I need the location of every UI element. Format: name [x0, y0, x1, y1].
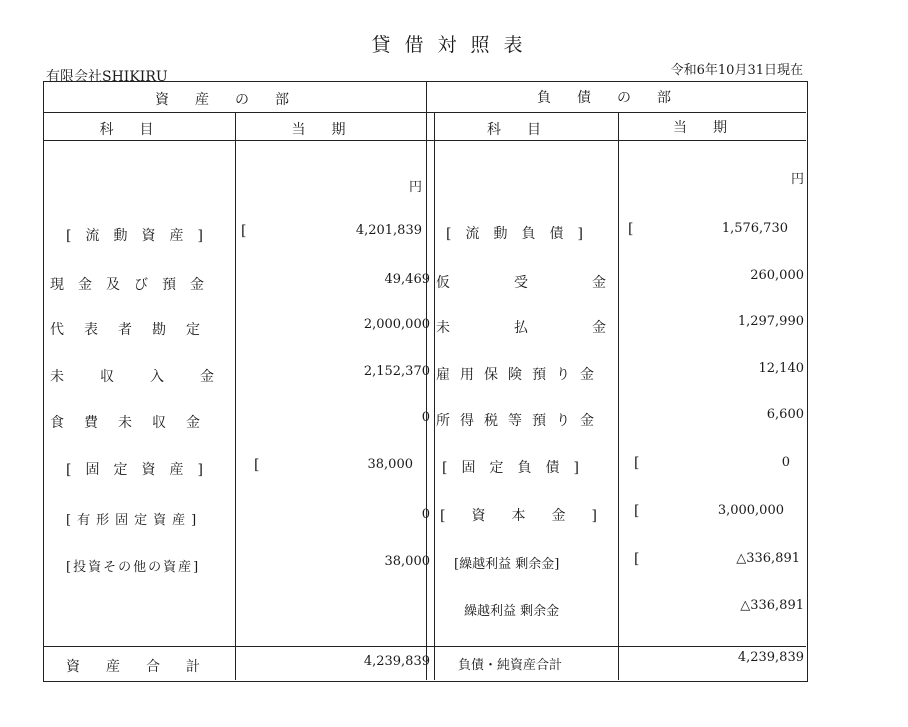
liabilities-total-value: 4,239,839	[737, 650, 804, 665]
unpaid-label: 未払金	[436, 320, 670, 336]
tangible-assets-value: 0	[421, 507, 430, 522]
subheader-divider	[44, 140, 806, 141]
header-divider	[44, 112, 806, 113]
bracket-open: [	[634, 503, 640, 519]
assets-unit-label: 円	[408, 180, 422, 195]
temporary-receipts-label: 仮受金	[436, 275, 670, 291]
current-liabilities-value: 1,576,730	[721, 221, 788, 236]
income-tax-withholding-label: 所得税等預り金	[436, 413, 604, 429]
assets-column-divider	[235, 112, 236, 680]
balance-sheet-table	[43, 81, 808, 682]
rep-account-label: 代表者勘定	[50, 322, 220, 338]
bracket-open: [	[254, 457, 260, 473]
center-divider	[426, 82, 427, 680]
receivable-label: 未収入金	[50, 369, 250, 385]
food-receivable-value: 0	[421, 410, 430, 425]
food-receivable-label: 食費未収金	[50, 415, 220, 431]
rep-account-value: 2,000,000	[363, 317, 430, 332]
employment-insurance-value: 12,140	[758, 361, 804, 376]
cash-value: 49,469	[384, 272, 430, 287]
bracket-open: [	[634, 455, 640, 471]
investment-assets-label: [投資その他の資産]	[66, 560, 201, 575]
assets-total-value: 4,239,839	[363, 654, 430, 669]
assets-period-header: 当期	[291, 122, 372, 138]
liabilities-period-header: 当期	[673, 120, 753, 136]
capital-value: 3,000,000	[717, 503, 784, 518]
retained-earnings-bracket-label: [繰越利益 剰余金]	[454, 557, 560, 572]
liabilities-unit-label: 円	[790, 172, 804, 187]
document-title: 貸借対照表	[371, 34, 537, 56]
center-divider-inner	[434, 112, 435, 680]
retained-earnings-label: 繰越利益 剰余金	[464, 604, 560, 619]
tangible-assets-label: [有形固定資産]	[66, 513, 203, 528]
report-date: 令和6年10月31日現在	[670, 63, 803, 78]
liabilities-total-label: 負債・純資産合計	[458, 658, 563, 673]
employment-insurance-label: 雇用保険預り金	[436, 367, 604, 383]
investment-assets-value: 38,000	[384, 554, 430, 569]
liabilities-item-header: 科目	[487, 122, 567, 138]
unpaid-value: 1,297,990	[737, 314, 804, 329]
assets-item-header: 科目	[99, 122, 180, 138]
retained-earnings-value: △336,891	[740, 598, 804, 613]
bracket-open: [	[628, 221, 634, 237]
current-liabilities-label: [流動負債]	[446, 226, 597, 242]
assets-total-label: 資産合計	[66, 659, 226, 675]
current-assets-label: [流動資産]	[66, 228, 217, 244]
fixed-liabilities-value: 0	[781, 455, 790, 470]
income-tax-withholding-value: 6,600	[766, 407, 804, 422]
fixed-assets-value: 38,000	[367, 457, 413, 472]
retained-earnings-bracket-value: △336,891	[736, 551, 800, 566]
liabilities-column-divider	[618, 112, 619, 680]
bracket-open: [	[634, 551, 640, 567]
assets-section-header: 資産の部	[155, 92, 315, 108]
capital-label: [資本金]	[440, 508, 623, 524]
fixed-liabilities-label: [固定負債]	[442, 460, 593, 476]
liabilities-section-header: 負債の部	[537, 90, 697, 106]
fixed-assets-label: [固定資産]	[66, 462, 217, 478]
cash-label: 現金及び預金	[50, 277, 218, 293]
bracket-open: [	[241, 223, 247, 239]
company-name: 有限会社SHIKIRU	[46, 69, 168, 85]
temporary-receipts-value: 260,000	[750, 268, 804, 283]
receivable-value: 2,152,370	[363, 364, 430, 379]
current-assets-value: 4,201,839	[355, 223, 422, 238]
total-divider	[44, 646, 806, 647]
